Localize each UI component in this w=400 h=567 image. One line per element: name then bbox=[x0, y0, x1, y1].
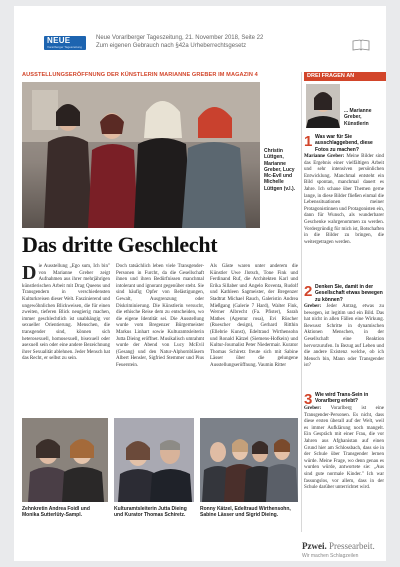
hero-caption: Christin Lüttgen, Marianne Greber, Lucy Mc-Evil und Michelle Lüttgen (v.l.). bbox=[264, 148, 296, 192]
section-label: AUSSTELLUNGSERÖFFNUNG DER KÜNSTLERIN MARIANNE GREBER IM MAGAZIN 4 bbox=[22, 72, 258, 78]
column-divider bbox=[301, 72, 302, 532]
question-text: Denken Sie, damit in der Gesellschaft etwas bewegen zu können? bbox=[315, 284, 383, 303]
article-column-2 bbox=[116, 264, 204, 370]
logo-title: NEUE bbox=[47, 36, 71, 45]
photo-bottom-3 bbox=[200, 418, 298, 502]
meta-copyright: Zum eigenen Gebrauch nach §42a Urheberrechtsgesetz bbox=[96, 43, 247, 49]
clipping-header bbox=[14, 6, 386, 49]
caption-bottom-1: Zehnkretin Andrea Foidl und Monika Sutterlüty-Sampl. bbox=[22, 506, 90, 519]
footer-brand bbox=[302, 541, 375, 551]
sidebar-tag: DREI FRAGEN AN bbox=[304, 72, 386, 81]
photo-bottom-1 bbox=[22, 418, 108, 502]
footer-tagline: Wir machen Schlagzeilen bbox=[302, 553, 359, 559]
question-number: 1 bbox=[304, 133, 313, 150]
photo-bottom-2-figures bbox=[114, 418, 194, 502]
question-number: 2 bbox=[304, 283, 313, 300]
hero-photo bbox=[22, 82, 260, 228]
newspaper-logo bbox=[44, 36, 86, 50]
meta-source: Neue Vorarlberger Tageszeitung, 21. November 2018, Seite 22 bbox=[96, 35, 264, 41]
answer-lead: Greber: bbox=[304, 406, 322, 411]
answer-lead: Greber: bbox=[304, 304, 322, 309]
answer-body: Meine Bilder sind das Ergebnis einer vielfältigen Arbeit und sehr intensiven persönlichen Entwicklung. Manchmal entsteht ein Bild spontan, manchmal dauert es Jahre. Ich schaue über Themen gerne lange, in diese Bilder fließen einmal die Lebenssituationen meiner Protagonistinnen und Protagonisten ein, dann für Wunsch, als wunderbarer Geschenke wahrgenommen zu werden. Vordergründig für mich ist, Botschaften in die Bilder zu bringen, die weitergetragen werden. bbox=[304, 154, 385, 245]
book-icon bbox=[352, 39, 370, 51]
portrait-figure bbox=[306, 84, 340, 128]
answer-lead: Marianne Greber: bbox=[304, 154, 345, 159]
caption-bottom-2: Kulturamtsleiterin Jutta Dieing und Kurator Thomas Schiretz. bbox=[114, 506, 187, 519]
portrait-caption: ... Marianne Greber, Künstlerin bbox=[344, 108, 372, 127]
photo-bottom-2 bbox=[114, 418, 194, 502]
newspaper-page bbox=[14, 6, 386, 561]
article-text-2: Doch tatsächlich leben viele Transgender-Personen in Furcht, da die Gesellschaft ihnen und ihren Bedürfnissen manchmal intolerant und ignorant gegenüber steht. Sie sind häufig Opfer von Belästigungen, Gewalt, Ausgrenzung oder Diskriminierung. Die Künstlerin versucht, die ethische Reise dem zu entscheiden, wo die eigene Identität sei. Die Ausstellung wurde vom Bregenzer Bürgermeister Markus Linhart sowie Kulturamtsleiterin Jutta Dieing eröffnet. Musikalisch umrahmt wurde der Abend von Lucy McEvil (Gesang) und den Natur-Alphornbläsern Albert Hensler, Sigfried Stemmer und Pius Feuerstein. bbox=[116, 264, 204, 368]
question-text: Wie wird Trans-Sein in Vorarlberg erlebt? bbox=[315, 392, 369, 405]
brand-sub: Pressearbeit. bbox=[329, 541, 375, 551]
hero-photo-figures bbox=[22, 82, 260, 228]
answer-text bbox=[304, 154, 384, 246]
caption-bottom-3: Ronny Kätzel, Edeltraud Wirthensohn, Sabine Lässer und Sigrid Dieing. bbox=[200, 506, 291, 519]
photo-bottom-1-figures bbox=[22, 418, 108, 502]
answer-body: Vorarlberg ist eine Transgender-Personen. Es nicht, dass diese ersten überall auf der Welt, weil es immer Aufklärung noch mangelt. Ein Gespräch mit einer Frau, die vor Jahren aus Afghanistan auf einen Grund hier am Schlossbach, dass sie in der Schule über Transgender lernen würde. Meine Frage, wo denn genau es wurden würde, antwortete sie: „Aus sind gute normale Kinder." Ich war fassungslos, vor allem, dass in der Schule darüber unterrichtet wird. bbox=[304, 406, 384, 491]
logo-subtitle: Vorarlberger Tageszeitung bbox=[47, 45, 82, 49]
answer-body: Jeder Antrag, etwas zu bewegen, ist legitim und ein Bild. Das hat nicht in allen Fällen eine Wirkung. Bewusst Schritte in dynamischen Aktionen Menschen, in der Gesellschaft eine Reaktion hervorzurufen. In Bezug auf Leben und die andere Existenz welche, ob ich Mensch bin, Mann oder Transgender ist? bbox=[304, 304, 384, 369]
article-text-3: Als Gäste waren unter anderem die Künstler Uwe Jlotsch, Tone Fink und Ferdinand Ruf, die Architekten Karl und Erika Sillaber und Angelo Roventa, Rudolf und Kathleen Sagmeister, der Bregenzer Stadtrat Michael Rauch, Galeristin Andrea Mießgang (Galerie 7 Hard), Walter Fink, Werner Albrecht (Fa. Pfister), Sarah Mathes (Agentur rosa), Evi Rüscher (Ruescher design), Gerhard Ritthin (Ellebrie Kunst), Edeltraud Wirthensohn und Ronald Kätzel (Siemens-Hofkein) und Kultur-Journalist Peter Niedermair. Kurator Thomas Schiretz freute sich mit Sabine Lässer über die gelungene Ausstellungseröffnung. Vaumin Ritter bbox=[210, 264, 298, 368]
article-column-1 bbox=[22, 264, 110, 363]
article-text-1: ie Ausstellung „Ego sum, Ich bin" von Marianne Greber zeigt Aufnahmen aus ihrer mehrjährigen künstlerischen Arbeit mit Drag Queens und Transgendern in verschiedensten Kulturkreisen dieser Welt. Faszinierend und ungewöhnlichen Blickweisen, die für einen zweiten, tieferen Blick neugierig machen, immer geschlechtlich ist unabhängig vor sexueller Orientierung. Menschen, die transgender sind, können sich heterosexuell, homosexuell, bisexuell oder asexuell sein oder eine andere Bezeichnung ihrer Sexualität ablehnen. Jeder Mensch hat das Recht, er selbst zu sein. bbox=[22, 264, 110, 362]
question-number: 3 bbox=[304, 391, 313, 408]
drop-cap: D bbox=[22, 262, 37, 284]
photo-bottom-3-figures bbox=[200, 418, 298, 502]
question-text: Was war für Sie ausschlaggebend, diese Fotos zu machen? bbox=[315, 134, 373, 153]
portrait-photo bbox=[306, 84, 340, 128]
brand-name: Pzwei. bbox=[302, 541, 327, 551]
article-column-3 bbox=[210, 264, 298, 370]
clipping-meta bbox=[96, 34, 316, 50]
answer-text bbox=[304, 406, 384, 492]
headline: Das dritte Geschlecht bbox=[22, 232, 218, 257]
answer-text bbox=[304, 304, 384, 370]
